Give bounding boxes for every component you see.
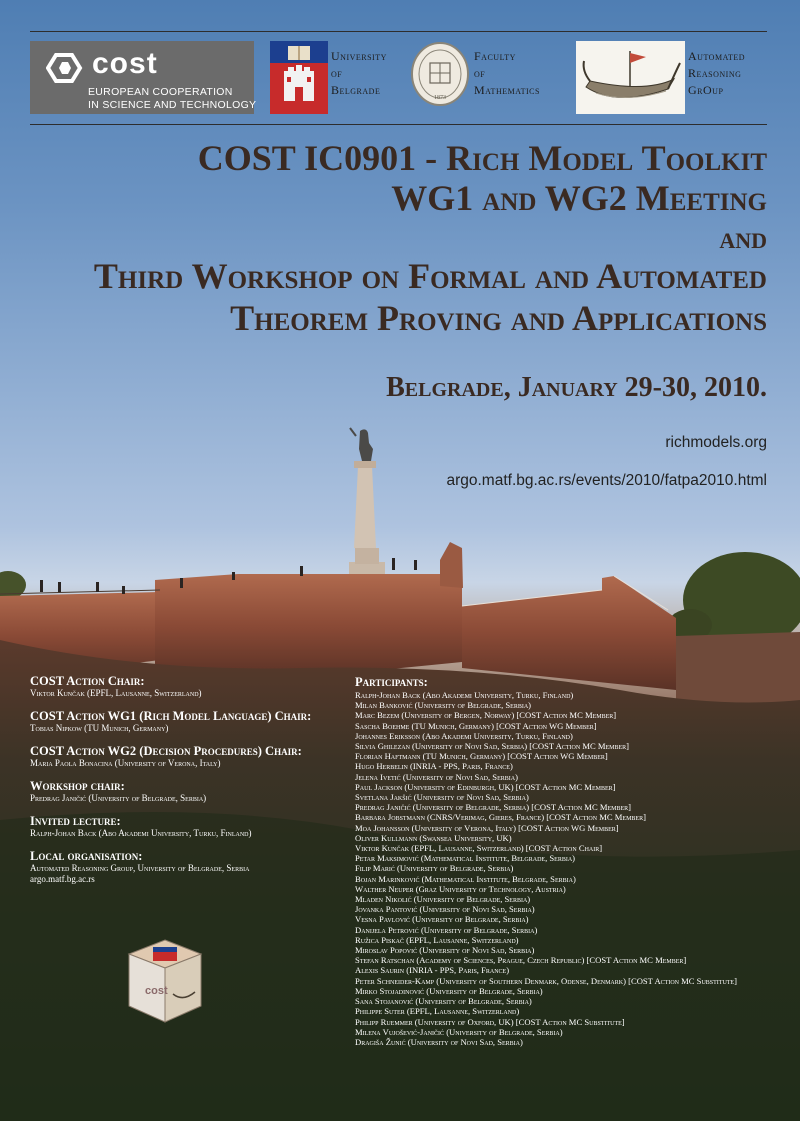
- participants-column: [355, 676, 795, 1047]
- participant-item: Sascha Boehme (TU Munich, Germany) [COST Action WG Member]: [355, 720, 597, 731]
- section-text: Ralph-Johan Back (Abo Akademi University, Turku, Finland): [30, 828, 252, 838]
- section-heading: Workshop chair:: [30, 779, 125, 793]
- participant-item: Johannes Eriksson (Abo Akademi University, Turku, Finland): [355, 730, 573, 741]
- participants-list: [355, 690, 795, 1047]
- university-line-2: of: [331, 66, 343, 80]
- argo-line-2: Reasoning: [688, 66, 742, 80]
- section-text: Viktor Kunčak (EPFL, Lausanne, Switzerland): [30, 688, 202, 698]
- section-text: Predrag Janičić (University of Belgrade, Serbia): [30, 793, 207, 803]
- participant-item: Mladen Nikolić (University of Belgrade, Serbia): [355, 894, 531, 905]
- header-bottom-rule: [30, 124, 767, 125]
- participant-item: Philippe Suter (EPFL, Lausanne, Switzerland): [355, 1006, 520, 1017]
- university-line-3: Belgrade: [331, 83, 381, 97]
- participant-item: Vesna Pavlović (University of Belgrade, Serbia): [355, 914, 529, 925]
- participant-item: Mirko Stojadinović (University of Belgrade, Serbia): [355, 985, 543, 996]
- participant-item: Stefan Ratschan (Academy of Sciences, Prague, Czech Republic) [COST Action MC Member]: [355, 955, 687, 966]
- participant-item: Moa Johansson (University of Verona, Italy) [COST Action WG Member]: [355, 822, 619, 833]
- participant-item: Marc Bezem (University of Bergen, Norway) [COST Action MC Member]: [355, 710, 617, 721]
- url-fatpa[interactable]: argo.matf.bg.ac.rs/events/2010/fatpa2010.html: [446, 472, 767, 489]
- faculty-line-1: Faculty: [474, 49, 516, 63]
- section-heading: COST Action WG1 (Rich Model Language) Chair:: [30, 709, 312, 723]
- section-heading: COST Action Chair:: [30, 674, 145, 688]
- participant-item: Predrag Janičić (University of Belgrade, Serbia) [COST Action MC Member]: [355, 802, 631, 813]
- fortress-tower: [440, 542, 463, 588]
- fortress-wall-center: [155, 574, 462, 678]
- section-text: Maria Paola Bonacina (University of Verona, Italy): [30, 758, 221, 768]
- argo-name: [688, 48, 745, 99]
- participant-item: Danijela Petrović (University of Belgrade, Serbia): [355, 924, 538, 935]
- participant-item: Alexis Saurin (INRIA - PPS, Paris, France): [355, 965, 510, 976]
- participant-item: Bojan Marinković (Mathematical Institute, Belgrade, Serbia): [355, 873, 576, 884]
- cost-wordmark: cost: [92, 47, 158, 80]
- title-line-5: Theorem Proving and Applications: [230, 298, 767, 338]
- victor-monument: [349, 428, 385, 576]
- participant-item: Milan Banković (University of Belgrade, Serbia): [355, 700, 532, 711]
- section-text: Tobias Nipkow (TU Munich, Germany): [30, 723, 169, 733]
- fortress-wall-right: [462, 576, 676, 690]
- organizers-column: [30, 674, 340, 885]
- argo-ship-logo-icon: [576, 41, 685, 114]
- section-text: Automated Reasoning Group, University of Belgrade, Serbia: [30, 863, 250, 873]
- participant-item: Jelena Ivetić (University of Novi Sad, Serbia): [355, 771, 518, 782]
- section-heading: Invited lecture:: [30, 814, 121, 828]
- participant-item: Oliver Kullmann (Swansea University, UK): [355, 832, 512, 843]
- faculty-name: [474, 48, 540, 99]
- participant-item: Paul Jackson (University of Edinburgh, UK) [COST Action MC Member]: [355, 781, 616, 792]
- participants-heading: Participants:: [355, 675, 428, 689]
- header-top-rule: [30, 31, 767, 32]
- participant-item: Milena Vujošević-Janičić (University of Belgrade, Serbia): [355, 1026, 563, 1037]
- section-heading: COST Action WG2 (Decision Procedures) Chair:: [30, 744, 302, 758]
- title-line-3: and: [719, 219, 767, 255]
- participant-item: Petar Maksimović (Mathematical Institute, Belgrade, Serbia): [355, 853, 576, 864]
- university-name: [331, 48, 387, 99]
- title-line-2: WG1 and WG2 Meeting: [391, 178, 767, 218]
- local-org-url[interactable]: argo.matf.bg.ac.rs: [30, 874, 95, 884]
- participant-item: Ružica Piskač (EPFL, Lausanne, Switzerland): [355, 934, 519, 945]
- faculty-line-3: Mathematics: [474, 83, 540, 97]
- participant-item: Peter Schneider-Kamp (University of Southern Denmark, Odense, Denmark) [COST Action MC Substitute]: [355, 975, 737, 986]
- title-line-1: COST IC0901 - Rich Model Toolkit: [197, 138, 767, 178]
- cost-cube-icon: [125, 938, 205, 1024]
- faculty-seal-year: 1873: [434, 95, 446, 101]
- cost-subtitle-1: EUROPEAN COOPERATION: [88, 86, 233, 98]
- participant-item: Jovanka Pantović (University of Novi Sad, Serbia): [355, 904, 535, 915]
- cost-subtitle-2: IN SCIENCE AND TECHNOLOGY: [88, 99, 257, 111]
- cost-logo: [30, 41, 257, 114]
- cube-cost-label: cost: [145, 985, 168, 997]
- faculty-line-2: of: [474, 66, 486, 80]
- section-heading: Local organisation:: [30, 849, 143, 863]
- participant-item: Walther Neuper (Graz University of Technology, Austria): [355, 883, 566, 894]
- participant-item: Sana Stojanović (University of Belgrade, Serbia): [355, 996, 532, 1007]
- participant-item: Filip Marić (University of Belgrade, Serbia): [355, 863, 514, 874]
- participant-item: Hugo Herbelin (INRIA - PPS, Paris, France): [355, 761, 513, 772]
- event-date: Belgrade, January 29-30, 2010.: [386, 372, 767, 403]
- participant-item: Dragiša Žunić (University of Novi Sad, Serbia): [355, 1036, 523, 1047]
- participant-item: Barbara Jobstmann (CNRS/Verimag, Gieres, France) [COST Action MC Member]: [355, 812, 646, 823]
- participant-item: Miroslav Popović (University of Novi Sad, Serbia): [355, 945, 535, 956]
- participant-item: Philipp Ruemmer (University of Oxford, UK) [COST Action MC Substitute]: [355, 1016, 625, 1027]
- participant-item: Ralph-Johan Back (Abo Akademi University, Turku, Finland): [355, 690, 574, 700]
- faculty-seal-icon: [410, 41, 470, 107]
- argo-line-1: Automated: [688, 49, 746, 63]
- university-line-1: University: [331, 49, 387, 63]
- participant-item: Florian Haftmann (TU Munich, Germany) [COST Action WG Member]: [355, 751, 608, 762]
- tree-left: [0, 571, 26, 599]
- argo-line-3: GrOup: [688, 83, 724, 97]
- title-line-4: Third Workshop on Formal and Automated: [93, 256, 767, 296]
- url-richmodels[interactable]: richmodels.org: [665, 434, 767, 451]
- participant-item: Viktor Kunčak (EPFL, Lausanne, Switzerland) [COST Action Chair]: [355, 843, 603, 854]
- participant-item: Svetlana Jakšić (University of Novi Sad, Serbia): [355, 792, 529, 803]
- university-crest-icon: [270, 41, 328, 114]
- participant-item: Silvia Ghilezan (University of Novi Sad, Serbia) [COST Action MC Member]: [355, 741, 630, 752]
